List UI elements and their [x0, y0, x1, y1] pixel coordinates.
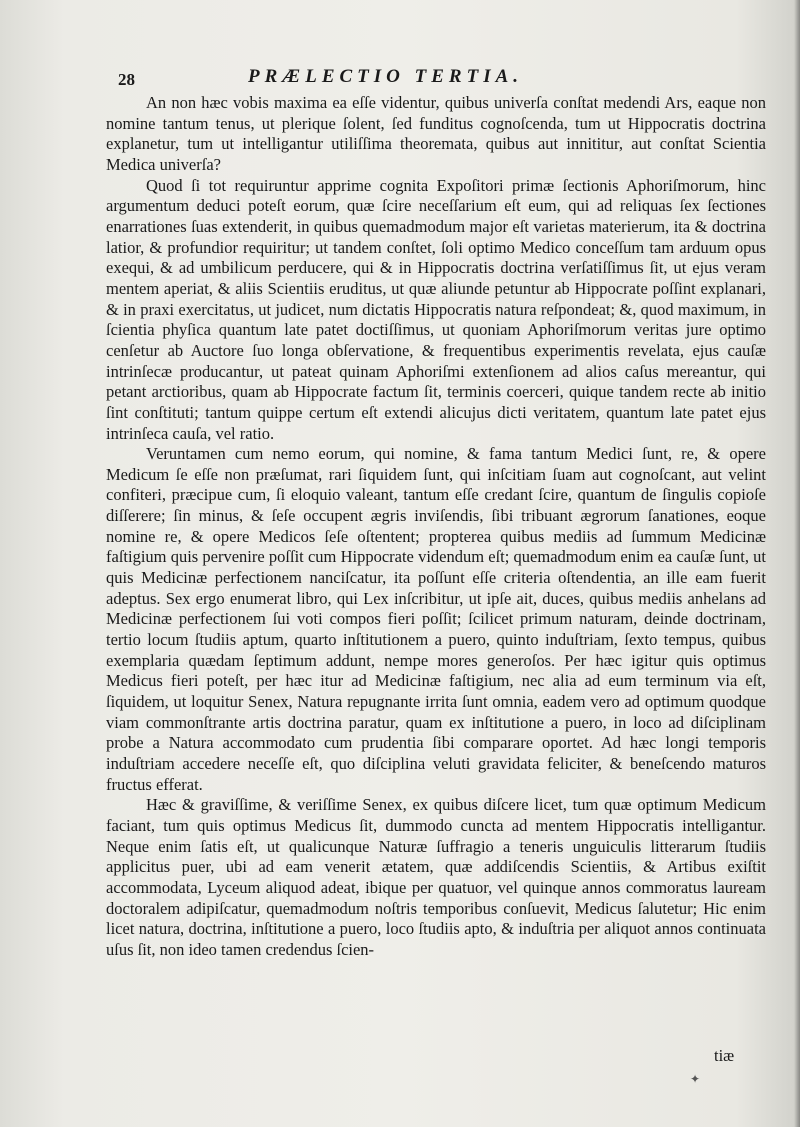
- paragraph-1: An non hæc vobis maxima ea eſſe videntur, quibus univerſa conſtat medendi Ars, eaque non nomine tantum tenus, ut plerique ſolent, ſed funditus cognoſcenda, tum ut Hippocratis doctrina explanetur, tum ut intelligantur utiliſſima theoremata, quibus aut innititur, aut conſtat Scientia Medica univerſa?: [106, 93, 766, 174]
- body-text: [106, 93, 766, 961]
- paragraph-4: Hæc & graviſſime, & veriſſime Senex, ex quibus diſcere licet, tum quæ optimum Medicum faciant, tum quis optimus Medicus ſit, dummodo cuncta ad mentem Hippocratis intelligantur. Neque enim ſatis eſt, ut qualicunque Naturæ ſuffragio a teneris unguiculis litterarum ſtudiis applicitus puer, ubi ad eam venerit ætatem, quæ addiſcendis Scientiis, & Artibus exiſtit accommodata, Lyceum aliquod adeat, ibique per quatuor, vel quinque annos commoratus lauream doctoralem adipiſcatur, quemadmodum noſtris temporibus conſuevit, Medicus ſalutetur; Hic enim licet natura, doctrina, inſtitutione a puero, loco ſtudiis apto, & induſtria per aliquot annos continuata uſus ſit, non ideo tamen credendus ſcien-: [106, 795, 766, 959]
- catchword: tiæ: [714, 1046, 735, 1065]
- paragraph-3: Veruntamen cum nemo eorum, qui nomine, & fama tantum Medici ſunt, re, & opere Medicum ſe eſſe non præſumat, rari ſiquidem ſunt, qui inſcitiam ſuam aut cognoſcant, aut velint confiteri, præcipue cum, ſi eloquio valeant, tantum eſſe credant ſcire, quantum de ſingulis copioſe diſſerere; ſin minus, & ſeſe occupent ægris inviſendis, ſibi tribuant ægrorum ſanationes, eoque nomine re, & opere Medicos ſeſe oſtentent; propterea quibus mediis ad ſummum Medicinæ faſtigium quis pervenire poſſit cum Hippocrate videndum eſt; quemadmodum enim ea cauſæ ſunt, ut quis Medicinæ perfectionem nanciſcatur, ita poſſunt eſſe criteria oſtendentia, an ille eam fuerit adeptus. Sex ergo enumerat libro, qui Lex inſcribitur, ut ipſe ait, duces, quibus mediis anhelans ad Medicinæ perfectionem ſui voti compos fieri poſſit; ſcilicet primum naturam, deinde doctrinam, tertio locum ſtudiis aptum, quarto inſtitutionem a puero, quinto induſtriam, ſexto tempus, quibus exemplaria quædam ſeptimum addunt, nempe mores generoſos. Per hæc igitur quis optimus Medicus fieri poteſt, per hæc itur ad Medicinæ faſtigium, nec alia ad eum terminum via eſt, ſiquidem, ut loquitur Senex, Natura repugnante irrita ſunt omnia, eadem vero ad optimum quodque viam commonſtrante artis doctrina paratur, quam ex inſtitutione a puero, in loco ad diſciplinam probe a Natura accommodato cum prudentia ſibi comparare oportet. Ad hæc longi temporis induſtriam accedere neceſſe eſt, quo diſciplina veluti gravidata feliciter, & beneſcendo maturos fructus efferat.: [106, 444, 766, 794]
- paragraph-2: Quod ſi tot requiruntur apprime cognita Expoſitori primæ ſectionis Aphoriſmorum, hinc argumentum deduci poteſt eorum, quæ ſcire neceſſarium eſt eum, qui ad reliquas ſex ſectiones enarrationes ſuas extenderit, in quibus quemadmodum major eſt varietas materierum, ita & doctrina latior, & profundior requiritur; ut tandem conſtet, ſoli optimo Medico conceſſum tam arduum opus exequi, & ad umbilicum perducere, qui & in Hippocratis doctrina verſatiſſimus ſit, ut ejus veram mentem aperiat, & aliis Scientiis eruditus, ut quæ aliunde petuntur ab Hippocrate poſſint explanari, & in praxi exercitatus, ut judicet, num dictatis Hippocratis natura reſpondeat; &, quod maximum, in ſcientia phyſica quantum late patet doctiſſimus, ut quoniam Aphoriſmorum veritas jure optimo cenſetur ab Auctore ſuo longa obſervatione, & frequentibus experimentis revelata, ejus cauſæ intrinſecæ producantur, ut pateat quinam Aphoriſmi extenſionem ad alios caſus mereantur, qui petant arctioribus, quam ab Hippocrate factum ſit, terminis coerceri, quique tandem recte ab initio ſint conſtituti; tantum quippe certum eſt extendi alicujus dicti veritatem, quantum late patet ejus intrinſeca cauſa, vel ratio.: [106, 175, 766, 443]
- ink-speck-mark: ✦: [690, 1072, 701, 1086]
- running-head: PRÆLECTIO TERTIA.: [248, 66, 524, 87]
- page-number: 28: [118, 70, 135, 89]
- page-header: [118, 66, 778, 92]
